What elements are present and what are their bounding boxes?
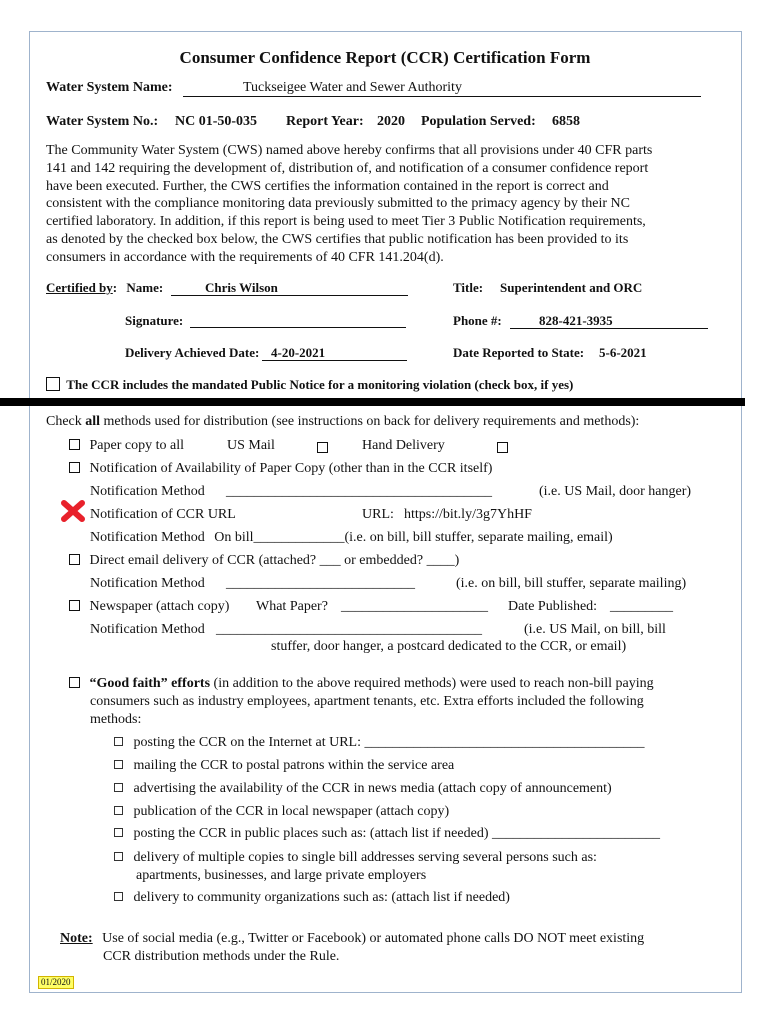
intro-post: methods used for distribution (see instructions on back for delivery requirements and methods):	[100, 414, 640, 429]
newspaper-row	[69, 599, 229, 615]
intro-bold: all	[85, 414, 101, 429]
delivery-label: Delivery Achieved Date:	[125, 345, 260, 360]
email-row	[69, 553, 459, 569]
cert-line: have been executed. Further, the CWS certifies the information contained in the report is correct and	[46, 178, 609, 194]
email-or-label: or embedded?	[344, 553, 424, 568]
note-line2: CCR distribution methods under the Rule.	[103, 949, 340, 964]
availability-row	[69, 461, 492, 477]
notif-method-4-hint: (i.e. US Mail, on bill, bill	[524, 622, 666, 637]
extra-item-multiple-copies-cont: apartments, businesses, and large private employers	[136, 868, 427, 883]
public-notice-checkbox[interactable]	[46, 377, 60, 391]
email-checkbox[interactable]	[69, 554, 80, 565]
good-faith-line1: (in addition to the above required methods) were used to reach non-bill paying	[210, 676, 654, 691]
population-label: Population Served:	[421, 114, 536, 129]
system-name-field[interactable]	[183, 80, 701, 97]
intro-pre: Check	[46, 414, 86, 429]
name-value: Chris Wilson	[205, 280, 278, 295]
red-x-check-mark-icon[interactable]	[61, 499, 85, 523]
public-notice-text: The CCR includes the mandated Public Notice for a monitoring violation (check box, if yes)	[66, 377, 574, 392]
cert-line: certified laboratory. In addition, if this report is being used to meet Tier 3 Public Notification requirements,	[46, 214, 646, 230]
extra-label: posting the CCR in public places such as: (attach list if needed) ________________________	[133, 826, 660, 841]
extra-label: publication of the CCR in local newspaper (attach copy)	[133, 804, 450, 819]
form-title: Consumer Confidence Report (CCR) Certification Form	[179, 48, 591, 67]
extra-checkbox[interactable]	[114, 737, 123, 746]
extra-item-advertising	[114, 781, 612, 797]
hand-delivery-label: Hand Delivery	[362, 438, 445, 453]
email-label: Direct email delivery of CCR (attached?	[89, 553, 317, 568]
what-paper-blank[interactable]: _____________________	[341, 599, 488, 614]
notif-method-3-label: Notification Method	[90, 576, 205, 591]
extra-item-multiple-copies	[114, 850, 597, 866]
notif-method-2-value: On bill	[214, 530, 254, 545]
good-faith-row	[69, 676, 654, 692]
url-label: URL:	[362, 507, 394, 522]
notif-method-1-hint: (i.e. US Mail, door hanger)	[539, 484, 692, 499]
notif-method-2-row	[90, 530, 613, 546]
good-faith-line2: consumers such as industry employees, apartment tenants, etc. Extra efforts included the following	[90, 694, 644, 709]
notif-method-4-blank[interactable]: ______________________________________	[216, 622, 482, 637]
extra-item-community	[114, 890, 510, 906]
what-paper-label: What Paper?	[256, 599, 328, 614]
availability-checkbox[interactable]	[69, 462, 80, 473]
notif-method-3-hint: (i.e. on bill, bill stuffer, separate mailing)	[456, 576, 687, 591]
cert-line: consistent with the compliance monitoring data previously submitted to the primacy agency by their NC	[46, 196, 630, 212]
notif-method-3-blank[interactable]: ___________________________	[226, 576, 415, 591]
note-line1: Use of social media (e.g., Twitter or Facebook) or automated phone calls DO NOT meet existing	[102, 931, 645, 946]
report-year-value: 2020	[377, 114, 405, 129]
good-faith-line3: methods:	[90, 712, 142, 727]
methods-intro	[46, 414, 639, 430]
name-field[interactable]	[171, 280, 408, 296]
report-year-label: Report Year:	[286, 114, 364, 129]
signature-label: Signature:	[125, 313, 184, 328]
title-label: Title:	[453, 280, 484, 295]
email-embedded-blank[interactable]: ____)	[426, 553, 460, 568]
notif-method-1-label: Notification Method	[90, 484, 205, 499]
newspaper-checkbox[interactable]	[69, 600, 80, 611]
note-row	[60, 931, 644, 947]
reported-value: 5-6-2021	[599, 345, 647, 360]
extra-item-postal	[114, 758, 454, 774]
cert-line: The Community Water System (CWS) named above hereby confirms that all provisions under 40 CFR parts	[46, 143, 653, 158]
cert-line: consumers in accordance with the requirements of 40 CFR 141.204(d).	[46, 249, 444, 265]
date-published-blank[interactable]: _________	[610, 599, 673, 614]
system-name-value: Tuckseigee Water and Sewer Authority	[243, 80, 462, 95]
extra-label: advertising the availability of the CCR in news media (attach copy of announcement)	[133, 781, 612, 796]
system-no-label: Water System No.:	[46, 114, 159, 129]
delivery-value: 4-20-2021	[271, 345, 326, 360]
paper-copy-label: Paper copy to all	[89, 438, 184, 453]
reported-label: Date Reported to State:	[453, 345, 585, 360]
population-value: 6858	[552, 114, 580, 129]
extra-item-newspaper	[114, 804, 449, 820]
cert-line: as denoted by the checked box below, the CWS certifies that public notification has been provided to its	[46, 231, 629, 247]
extra-item-internet	[114, 735, 644, 751]
hand-delivery-checkbox[interactable]	[497, 442, 508, 453]
delivery-field[interactable]	[262, 345, 407, 361]
email-attached-blank[interactable]: ___	[319, 553, 341, 568]
cert-line: 141 and 142 requiring the development of, distribution of, and notification of a consumer confidence report	[46, 160, 649, 176]
system-no-value: NC 01-50-035	[175, 114, 258, 129]
public-notice-row	[46, 377, 573, 393]
extra-checkbox[interactable]	[114, 892, 123, 901]
us-mail-checkbox[interactable]	[317, 442, 328, 453]
extra-checkbox[interactable]	[114, 806, 123, 815]
extra-label: delivery to community organizations such as: (attach list if needed)	[133, 890, 510, 905]
extra-checkbox[interactable]	[114, 783, 123, 792]
title-value: Superintendent and ORC	[500, 280, 643, 295]
note-label: Note:	[60, 931, 93, 946]
section-divider	[0, 398, 745, 406]
url-value: https://bit.ly/3g7YhHF	[404, 507, 532, 522]
phone-value: 828-421-3935	[539, 313, 613, 328]
extra-checkbox[interactable]	[114, 828, 123, 837]
newspaper-label: Newspaper (attach copy)	[89, 599, 230, 614]
notif-method-2-hint: (i.e. on bill, bill stuffer, separate mailing, email)	[344, 530, 613, 545]
phone-field[interactable]	[510, 313, 708, 329]
date-published-label: Date Published:	[508, 599, 598, 614]
availability-label: Notification of Availability of Paper Copy (other than in the CCR itself)	[89, 461, 493, 476]
extra-checkbox[interactable]	[114, 760, 123, 769]
extra-label: delivery of multiple copies to single bill addresses serving several persons such as:	[133, 850, 597, 865]
paper-copy-checkbox[interactable]	[69, 439, 80, 450]
extra-label: mailing the CCR to postal patrons within the service area	[133, 758, 455, 773]
certified-by-section: Certified by: Name:	[46, 280, 164, 295]
extra-checkbox[interactable]	[114, 852, 123, 861]
notif-method-1-blank[interactable]: ______________________________________	[226, 484, 492, 499]
certified-by-label: Certified by	[46, 280, 113, 295]
certification-paragraph	[46, 142, 706, 267]
extra-label: posting the CCR on the Internet at URL: ________________________________________	[133, 735, 645, 750]
extra-item-public-places	[114, 826, 660, 842]
notif-method-2-blank[interactable]: _____________	[253, 530, 345, 545]
name-label: Name:	[126, 280, 164, 295]
notif-method-4-label: Notification Method	[90, 622, 205, 637]
paper-copy-row	[69, 438, 184, 454]
ccr-url-label: Notification of CCR URL	[90, 507, 236, 522]
system-name-label: Water System Name:	[46, 80, 173, 95]
good-faith-bold: “Good faith” efforts	[89, 676, 211, 691]
form-version-tag: 01/2020	[38, 976, 74, 989]
us-mail-label: US Mail	[227, 438, 275, 453]
notif-method-2-label: Notification Method	[90, 530, 205, 545]
phone-label: Phone #:	[453, 313, 502, 328]
notif-method-4-hint-cont: stuffer, door hanger, a postcard dedicated to the CCR, or email)	[271, 639, 627, 654]
good-faith-checkbox[interactable]	[69, 677, 80, 688]
signature-field[interactable]	[190, 313, 406, 328]
